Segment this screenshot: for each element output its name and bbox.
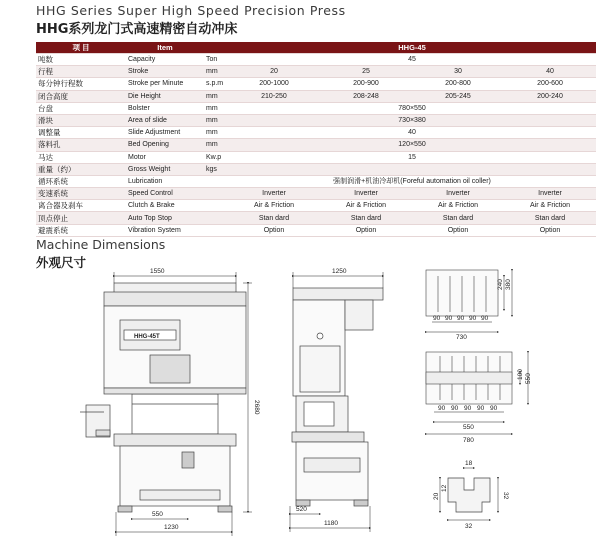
spec-item-en: Capacity [126,54,204,66]
spec-value: Inverter [320,188,412,200]
spec-item-cn: 闭合高度 [36,90,126,102]
spec-value: 120×550 [228,139,596,151]
spec-item-en: Bolster [126,102,204,114]
spec-item-en: Bed Opening [126,139,204,151]
t-slot-drawing [448,478,490,512]
spec-value: 210-250 [228,90,320,102]
t-slot-top-width: 18 [465,460,473,467]
section-title-chinese: 外观尺寸 [36,255,87,270]
spec-item-en: Slide Adjustment [126,127,204,139]
front-base-width: 1230 [164,524,179,531]
spec-item-cn: 滑块 [36,114,126,126]
spec-value: 25 [320,66,412,78]
bolster-drawing [426,352,512,404]
spec-value: Air & Friction [412,200,504,212]
slide-drawing [426,270,498,316]
spec-value: 15 [228,151,596,163]
spec-value: 40 [228,127,596,139]
front-nameplate: HHG-45T [134,334,160,340]
slide-width: 730 [456,334,467,341]
spec-value: Air & Friction [504,200,596,212]
bolster-width-outer: 780 [463,437,474,444]
spec-unit: Kw.p [204,151,228,163]
slide-seg-5: 90 [481,315,489,322]
front-height: 2680 [253,400,260,415]
spec-value: 20 [228,66,320,78]
spec-item-en: Area of slide [126,114,204,126]
spec-item-cn: 落料孔 [36,139,126,151]
spec-value: Stan dard [504,212,596,224]
spec-value: 780×550 [228,102,596,114]
title-english: HHG Series Super High Speed Precision Press [36,3,346,18]
spec-value: 200-900 [320,78,412,90]
bolster-seg-5: 90 [490,405,498,412]
spec-value: Air & Friction [228,200,320,212]
t-slot-height-2: 12 [441,484,448,492]
spec-value: 30 [412,66,504,78]
spec-value: 205-245 [412,90,504,102]
spec-item-cn: 行程 [36,66,126,78]
side-top-width: 1250 [332,268,347,275]
spec-unit: kgs [204,163,228,175]
front-view-drawing [80,283,246,512]
spec-item-cn: 循环系统 [36,175,126,187]
spec-value: 208-248 [320,90,412,102]
spec-unit: Ton [204,54,228,66]
spec-unit: s.p.m [204,78,228,90]
spec-value: 200-600 [504,78,596,90]
spec-value: 200-240 [504,90,596,102]
header-item-en: Item [126,42,204,54]
spec-value: Option [412,224,504,236]
slide-seg-2: 90 [445,315,453,322]
title-chinese: HHG系列龙门式高速精密自动冲床 [36,22,238,37]
spec-item-en: Auto Top Stop [126,212,204,224]
spec-value: Option [228,224,320,236]
spec-item-cn: 变速系统 [36,188,126,200]
spec-item-cn: 调整量 [36,127,126,139]
header-item-cn: 项 目 [36,42,126,54]
spec-value: 强制润滑+机油冷却机(Foreful automation oil coller) [228,175,596,187]
spec-value: Inverter [228,188,320,200]
spec-value: Option [504,224,596,236]
spec-unit: mm [204,102,228,114]
front-mid-width: 550 [152,511,163,518]
spec-item-cn: 顶点停止 [36,212,126,224]
bolster-height-inner: 100 [517,369,524,380]
header-model: HHG-45 [228,42,596,54]
spec-value: Air & Friction [320,200,412,212]
side-base-width: 1180 [324,520,338,527]
spec-unit: mm [204,127,228,139]
slide-height-outer: 380 [505,279,512,290]
spec-value: 40 [504,66,596,78]
spec-item-cn: 每分钟行程数 [36,78,126,90]
bolster-seg-1: 90 [438,405,446,412]
side-mid-width: 520 [296,506,307,513]
side-view-drawing [292,288,383,506]
spec-item-en: Lubrication [126,175,204,187]
spec-value: 200-800 [412,78,504,90]
spec-item-cn: 马达 [36,151,126,163]
spec-item-en: Clutch & Brake [126,200,204,212]
spec-item-en: Stroke [126,66,204,78]
spec-value: 730×380 [228,114,596,126]
spec-item-en: Motor [126,151,204,163]
spec-item-cn: 离合器及刹车 [36,200,126,212]
spec-item-en: Vibration System [126,224,204,236]
spec-item-en: Speed Control [126,188,204,200]
spec-value: Inverter [504,188,596,200]
spec-value: Stan dard [320,212,412,224]
slide-seg-4: 90 [469,315,477,322]
bolster-height-outer: 550 [525,373,532,384]
spec-value: Stan dard [228,212,320,224]
t-slot-height-3: 32 [502,492,509,500]
slide-height-inner: 240 [497,279,504,290]
bolster-seg-2: 90 [451,405,459,412]
spec-item-cn: 避震系统 [36,224,126,236]
spec-value: 45 [228,54,596,66]
spec-item-en: Die Height [126,90,204,102]
spec-item-cn: 台盘 [36,102,126,114]
spec-value: 200-1000 [228,78,320,90]
section-title-english: Machine Dimensions [36,237,166,252]
spec-value: Option [320,224,412,236]
spec-unit: mm [204,66,228,78]
t-slot-width: 32 [465,523,473,530]
spec-unit: mm [204,139,228,151]
bolster-seg-4: 90 [477,405,485,412]
t-slot-height-1: 20 [433,492,440,500]
spec-value: Stan dard [412,212,504,224]
bolster-segment-labels [438,405,498,412]
bolster-seg-3: 90 [464,405,472,412]
spec-item-cn: 重量（约） [36,163,126,175]
spec-unit: mm [204,90,228,102]
slide-seg-1: 90 [433,315,441,322]
spec-item-cn: 吨数 [36,54,126,66]
front-top-width: 1550 [150,268,165,275]
spec-value: Inverter [412,188,504,200]
slide-seg-3: 90 [457,315,465,322]
bolster-width-inner: 550 [463,424,474,431]
spec-item-en: Gross Weight [126,163,204,175]
spec-item-en: Stroke per Minute [126,78,204,90]
spec-unit: mm [204,114,228,126]
